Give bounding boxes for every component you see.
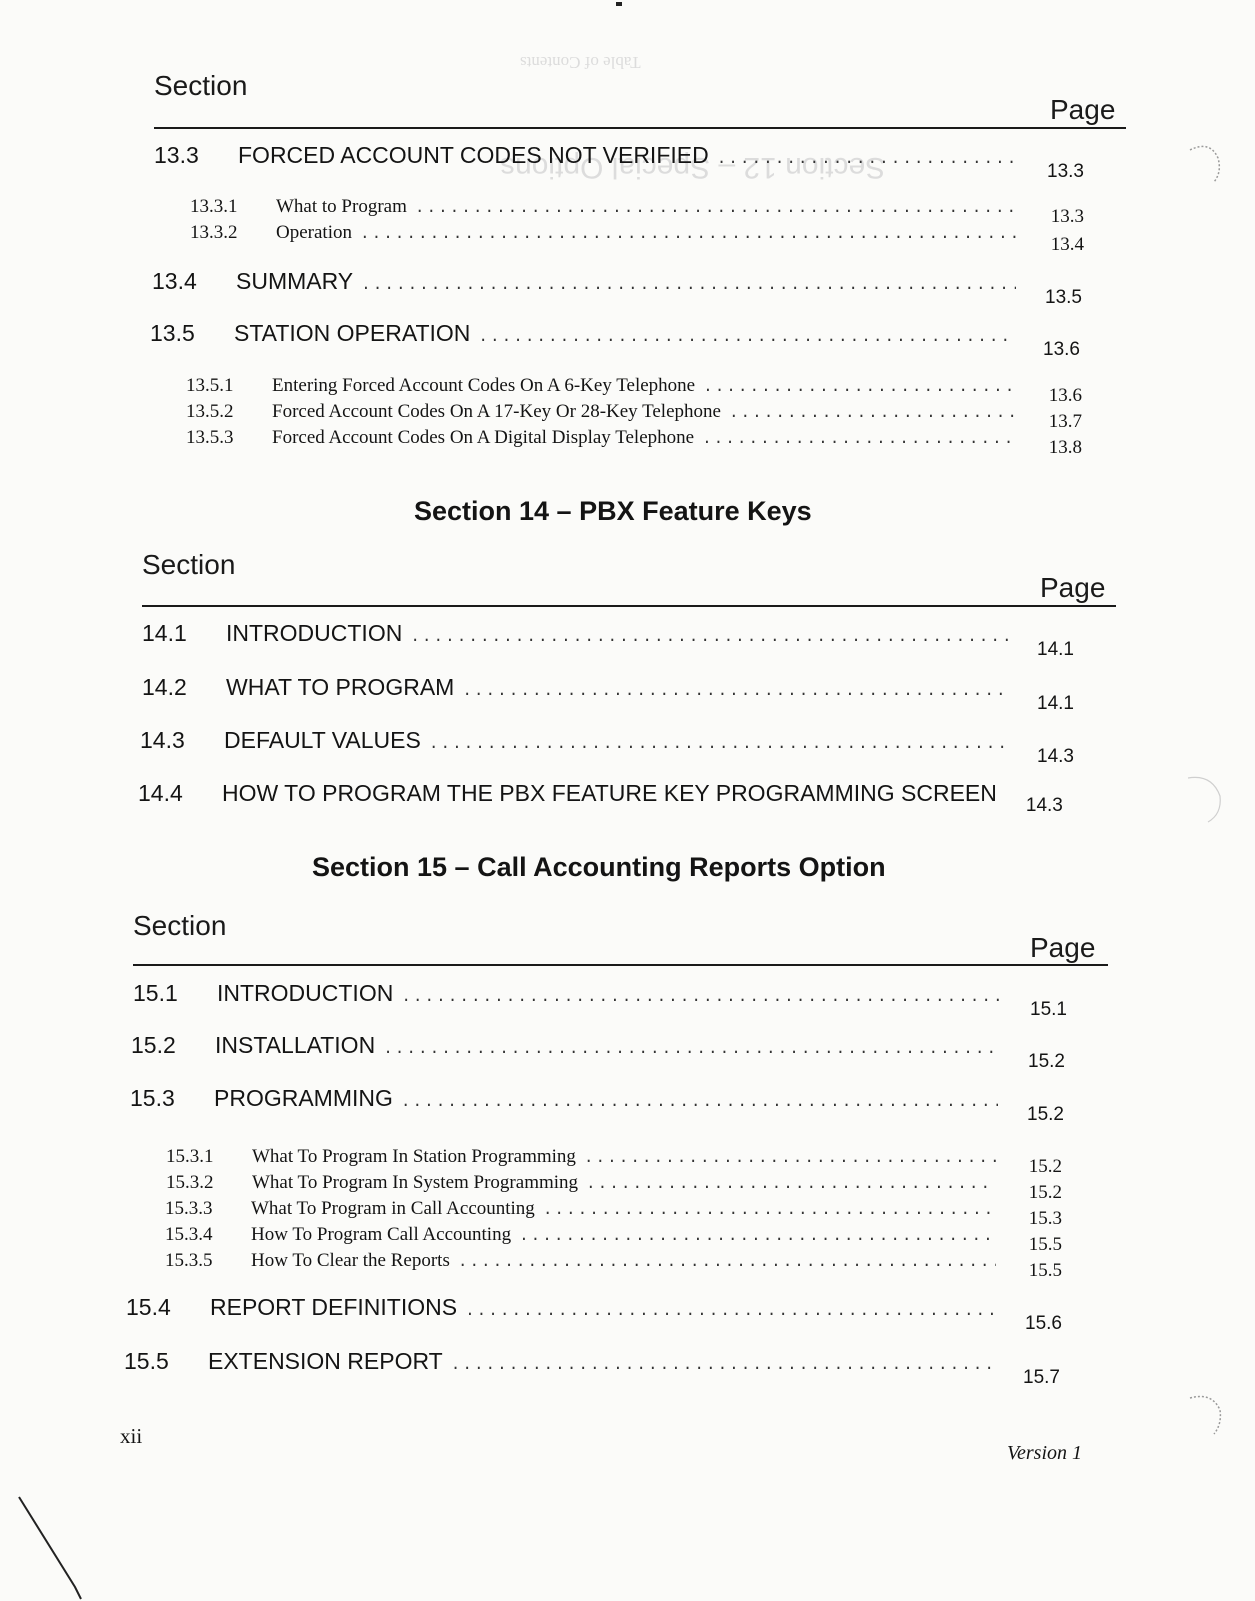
entry-number: 13.5.3 [186,427,234,448]
entry-title: SUMMARY [236,268,354,294]
entry-page: 15.7 [1023,1367,1060,1388]
toc-entry [140,727,1074,767]
header-rule [142,605,1116,607]
entry-title: REPORT DEFINITIONS [210,1294,458,1320]
toc-entry [142,674,1074,714]
entry-page: 14.1 [1037,639,1074,660]
header-rule [133,964,1108,966]
entry-title: WHAT TO PROGRAM [226,674,455,700]
toc-entry [165,1198,1062,1229]
entry-title: Operation [276,222,352,243]
page-column-header: Page [1050,94,1116,125]
entry-page: 15.1 [1030,999,1067,1020]
entry-number: 15.3.1 [166,1146,214,1167]
entry-page: 15.3 [1028,1208,1062,1229]
entry-number: 14.2 [142,674,187,700]
entry-page: 15.6 [1025,1313,1062,1334]
entry-number: 15.3.4 [165,1224,213,1245]
dot-leader [451,1356,994,1374]
toc-entry [131,1032,1065,1072]
entry-page: 13.6 [1048,385,1082,406]
dot-leader [586,1175,996,1193]
entry-title: What To Program in Call Accounting [251,1198,535,1219]
bleed-through-section-title: Section 12 – Special Options [500,151,886,184]
entry-number: 15.2 [131,1032,176,1058]
entry-number: 13.3 [154,142,199,168]
entry-page: 13.4 [1050,234,1084,255]
page-number: xii [120,1424,143,1448]
dot-leader [458,1253,996,1271]
entry-number: 13.3.1 [190,196,238,217]
entry-page: 13.3 [1050,206,1084,227]
dot-leader [462,682,1008,700]
entry-number: 13.5.2 [186,401,234,422]
section-heading: Section 15 – Call Accounting Reports Option [312,852,886,882]
entry-page: 15.5 [1028,1260,1062,1281]
dot-leader [478,328,1014,346]
page-column-header: Page [1040,572,1106,603]
toc-entry [186,375,1082,406]
entry-title: STATION OPERATION [234,320,471,346]
entry-title: Forced Account Codes On A 17-Key Or 28-Key Telephone [272,401,721,422]
toc-entry [165,1250,1062,1281]
entry-number: 15.3.3 [165,1198,213,1219]
dot-leader [702,430,1016,448]
pen-stroke-mark [15,1495,95,1601]
toc-entry [126,1294,1062,1334]
dot-leader [465,1302,996,1320]
dot-leader [543,1201,996,1219]
toc-entry [186,401,1082,432]
dot-leader [401,988,1001,1006]
entry-title: Forced Account Codes On A Digital Display Telephone [272,427,695,448]
entry-number: 15.3 [130,1085,175,1111]
entry-number: 13.5.1 [186,375,234,396]
toc-entry [165,1224,1062,1255]
entry-title: How To Program Call Accounting [251,1224,512,1245]
toc-entry [154,142,1084,182]
page-column-header: Page [1030,932,1096,963]
bleed-through-running-head: Table of Contents [520,53,641,72]
dot-leader [415,199,1018,217]
dot-leader [729,404,1016,422]
entry-number: 15.4 [126,1294,171,1320]
entry-title: EXTENSION REPORT [208,1348,443,1374]
dot-leader [717,150,1018,168]
entry-page: 13.3 [1047,161,1084,182]
entry-page: 15.2 [1028,1051,1065,1072]
entry-title: Entering Forced Account Codes On A 6-Key Telephone [272,375,696,396]
entry-page: 13.7 [1048,411,1082,432]
entry-page: 15.5 [1028,1234,1062,1255]
dot-leader [361,276,1016,294]
dot-leader [401,1093,998,1111]
dot-leader [360,225,1018,243]
binder-hole-mark [1180,770,1230,830]
dot-leader [429,735,1008,753]
entry-page: 15.2 [1028,1182,1062,1203]
dot-leader [519,1227,996,1245]
top-edge-mark [610,0,630,10]
toc-entry [186,427,1082,458]
dot-leader [584,1149,996,1167]
header-rule [154,127,1126,129]
toc-entry [130,1085,1064,1125]
toc-entry [166,1172,1062,1203]
section-column-header: Section [154,70,248,101]
toc-entry [190,196,1084,227]
entry-number: 13.4 [152,268,197,294]
entry-page: 15.2 [1028,1156,1062,1177]
binder-hole-mark [1182,1390,1232,1440]
toc-entry [150,320,1080,360]
entry-page: 13.5 [1045,287,1082,308]
entry-number: 14.4 [138,780,183,806]
section-heading: Section 14 – PBX Feature Keys [414,496,812,526]
entry-title: What to Program [276,196,407,217]
entry-page: 15.2 [1027,1104,1064,1125]
toc-entry [133,980,1067,1020]
entry-title: INTRODUCTION [226,620,403,646]
entry-title: PROGRAMMING [214,1085,393,1111]
entry-page: 14.3 [1025,795,1063,816]
section-column-header: Section [133,910,227,941]
entry-number: 15.3.5 [165,1250,213,1271]
entry-number: 13.5 [150,320,195,346]
toc-entry [152,268,1082,308]
toc-entry [190,222,1084,255]
section-column-header: Section [142,549,236,580]
entry-number: 14.3 [140,727,185,753]
entry-title: DEFAULT VALUES [224,727,421,753]
entry-title: HOW TO PROGRAM THE PBX FEATURE KEY PROGRAMMING SCREEN [222,780,997,806]
entry-title: FORCED ACCOUNT CODES NOT VERIFIED [238,142,709,168]
entry-title: What To Program In System Programming [252,1172,579,1193]
entry-number: 15.1 [133,980,178,1006]
entry-number: 14.1 [142,620,187,646]
toc-entry [166,1146,1062,1177]
entry-page: 14.1 [1037,693,1074,714]
dot-leader [703,378,1016,396]
toc-entry [124,1348,1060,1388]
entry-title: INSTALLATION [215,1032,376,1058]
dot-leader [383,1040,999,1058]
entry-title: How To Clear the Reports [251,1250,450,1271]
entry-title: What To Program In Station Programming [252,1146,576,1167]
dot-leader [410,628,1008,646]
entry-number: 13.3.2 [190,222,238,243]
entry-title: INTRODUCTION [217,980,394,1006]
entry-page: 13.8 [1048,437,1082,458]
toc-entry [138,780,1074,816]
entry-number: 15.5 [124,1348,169,1374]
entry-page: 13.6 [1043,339,1080,360]
toc-entry [142,620,1074,660]
version-label: Version 1 [1007,1442,1082,1464]
entry-page: 14.3 [1037,746,1074,767]
entry-number: 15.3.2 [166,1172,214,1193]
binder-hole-mark [1180,140,1230,190]
